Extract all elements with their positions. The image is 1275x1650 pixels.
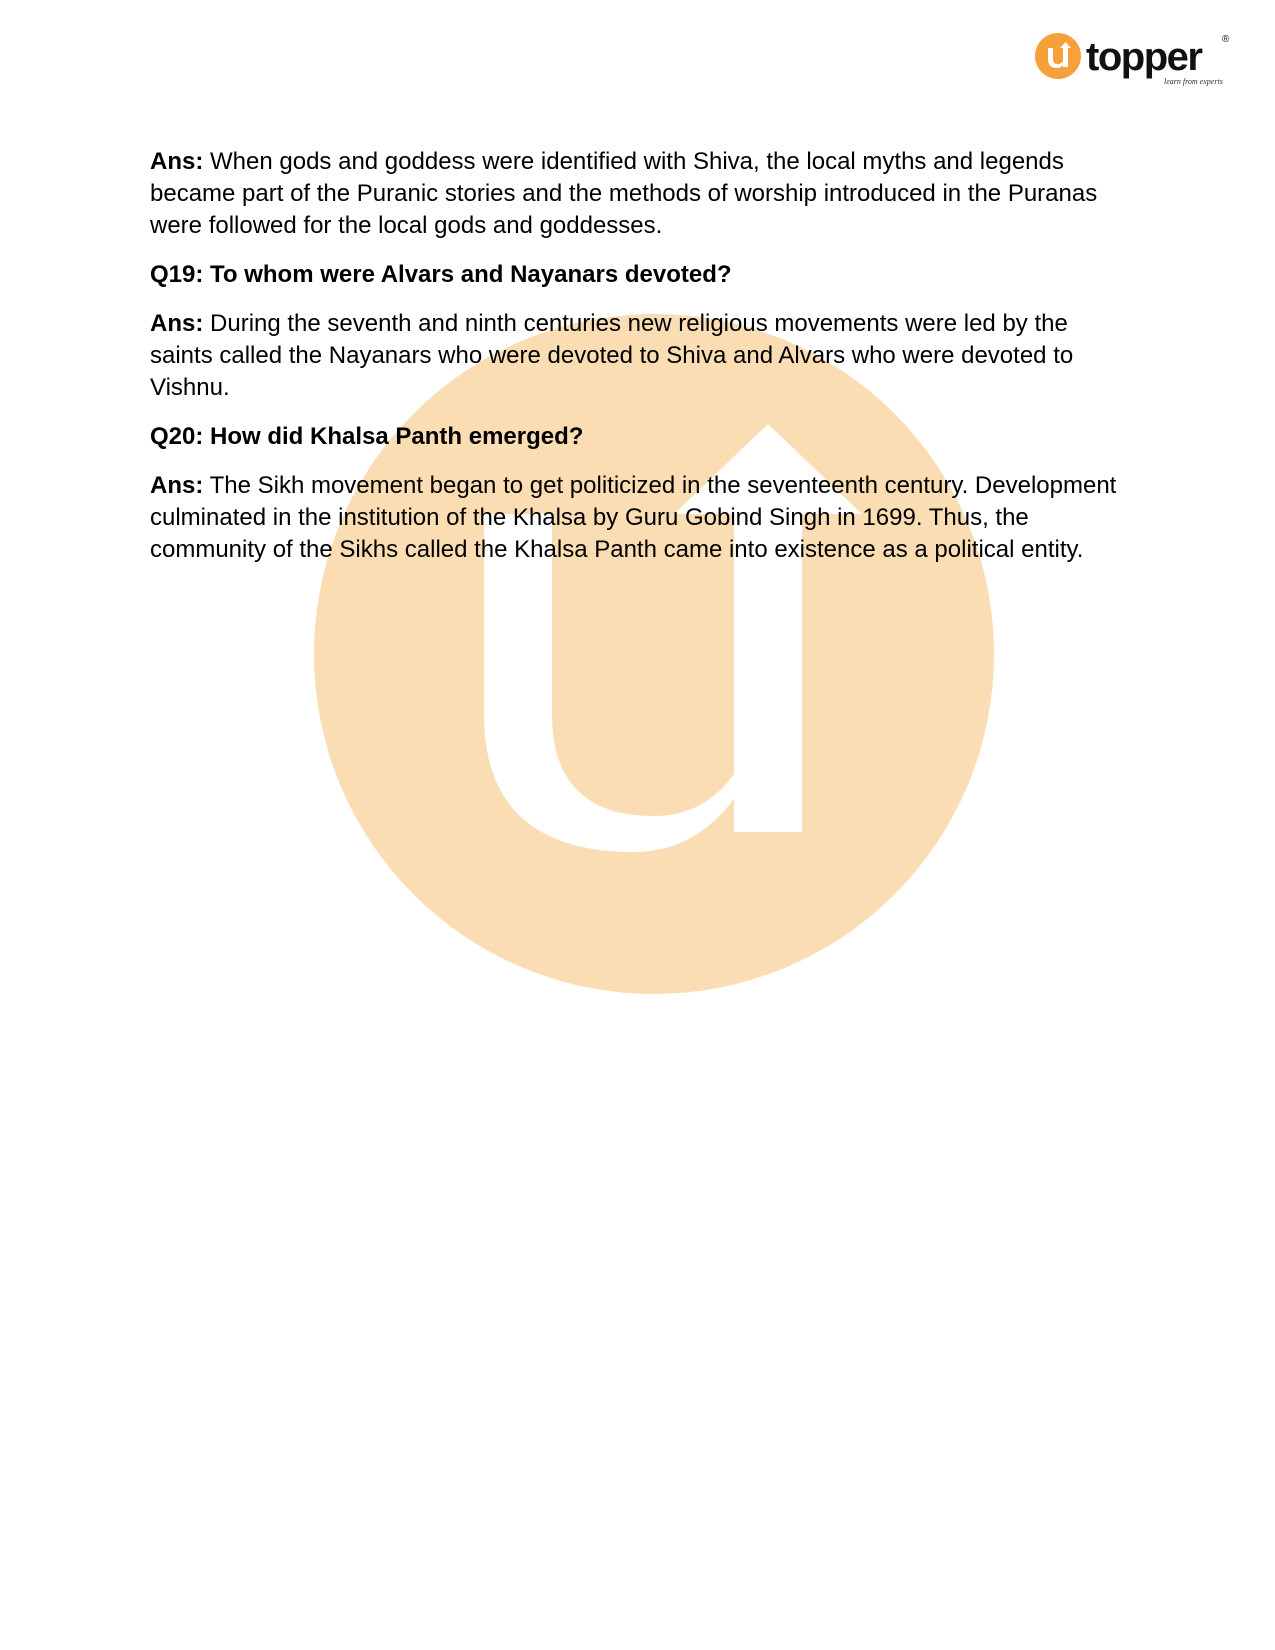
answer-paragraph [150,308,1130,404]
logo-circle-icon [1035,33,1081,79]
question-heading: Q19: To whom were Alvars and Nayanars devoted? [150,261,732,288]
question-heading: Q20: How did Khalsa Panth emerged? [150,423,584,450]
answer-paragraph [150,146,1130,242]
registered-mark: ® [1222,34,1230,45]
logo-wordmark: topper [1086,35,1202,79]
answer-label: Ans: [150,310,204,337]
topper-logo [1034,28,1234,92]
answer-label: Ans: [150,148,204,175]
answer-text: The Sikh movement began to get politicized in the seventeenth century. Development culminated in the institution of the Khalsa by Guru Gobind Singh in 1699. Thus, the community of the Sikhs called the Khalsa Panth came into existence as a political entity. [150,472,1117,563]
answer-text: During the seventh and ninth centuries new religious movements were led by the saints called the Nayanars who were devoted to Shiva and Alvars who were devoted to Vishnu. [150,310,1074,401]
answer-text: When gods and goddess were identified with Shiva, the local myths and legends became part of the Puranic stories and the methods of worship introduced in the Puranas were followed for the local gods and goddesses. [150,148,1098,239]
logo-tagline: learn from experts [1164,77,1223,86]
document-content [150,146,1130,583]
answer-paragraph [150,470,1130,566]
answer-label: Ans: [150,472,204,499]
